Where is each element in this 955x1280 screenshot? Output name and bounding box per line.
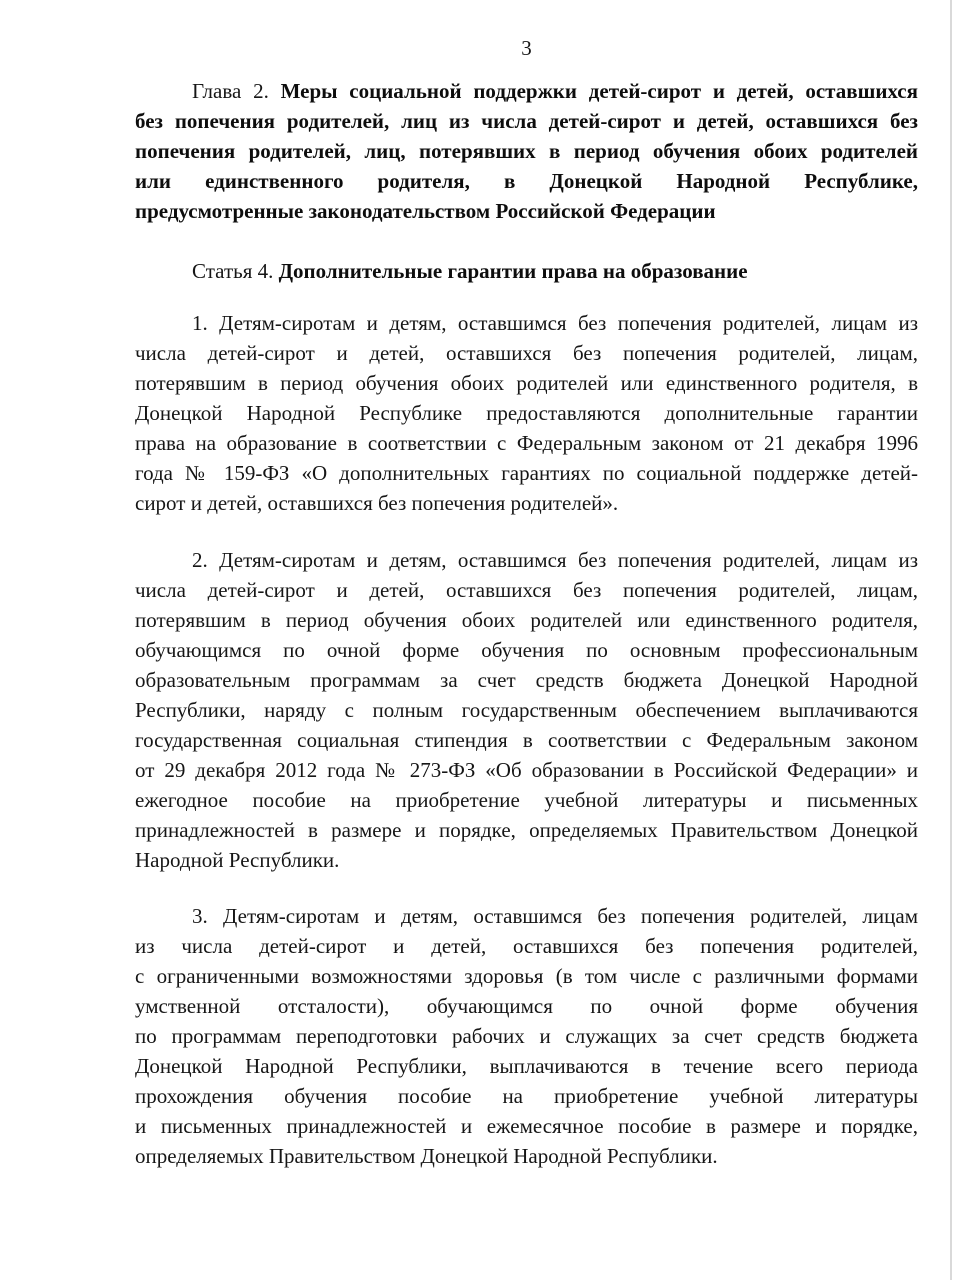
text-line: 3. Детям-сиротам и детям, оставшимся без попечения родителей, лицам (192, 904, 918, 928)
text-line: ежегодное пособие на приобретение учебной литературы и письменных (135, 788, 918, 812)
text-line: образовательным программам за счет средств бюджета Донецкой Народной (135, 668, 918, 692)
text-line: Донецкой Народной Республике предоставляются дополнительные гарантии (135, 401, 918, 425)
text-line: 1. Детям-сиротам и детям, оставшимся без попечения родителей, лицам из (192, 311, 918, 335)
text-line: с ограниченными возможностями здоровья (в том числе с различными формами (135, 964, 918, 988)
text-line: принадлежностей в размере и порядке, определяемых Правительством Донецкой (135, 818, 918, 842)
text-line: потерявшим в период обучения обоих родителей или единственного родителя, (135, 608, 918, 632)
text-line: или единственного родителя, в Донецкой Народной Республике, (135, 169, 918, 193)
article-heading (135, 256, 918, 286)
text-line: из числа детей-сирот и детей, оставшихся без попечения родителей, (135, 934, 918, 958)
text-line: умственной отсталости), обучающимся по очной форме обучения (135, 994, 918, 1018)
line-text: Меры социальной поддержки детей-сирот и детей, оставшихся (280, 79, 918, 103)
paragraph-3 (135, 901, 918, 1171)
text-line: сирот и детей, оставшихся без попечения родителей». (135, 491, 619, 515)
scan-edge-line (950, 0, 952, 1280)
line-text: Дополнительные гарантии права на образование (278, 259, 748, 283)
text-line: и письменных принадлежностей и ежемесячное пособие в размере и порядке, (135, 1114, 918, 1138)
text-line: от 29 декабря 2012 года № 273-ФЗ «Об образовании в Российской Федерации» и (135, 758, 918, 782)
text-line: государственная социальная стипендия в соответствии с Федеральным законом (135, 728, 918, 752)
paragraph-2 (135, 545, 918, 875)
text-line: предусмотренные законодательством Российской Федерации (135, 199, 716, 223)
text-line (135, 76, 918, 106)
text-line: права на образование в соответствии с Федеральным законом от 21 декабря 1996 (135, 431, 918, 455)
text-line: определяемых Правительством Донецкой Народной Республики. (135, 1144, 718, 1168)
paragraph-1 (135, 308, 918, 518)
text-line: без попечения родителей, лиц из числа детей-сирот и детей, оставшихся без (135, 109, 918, 133)
text-line: года № 159-ФЗ «О дополнительных гарантиях по социальной поддержке детей- (135, 461, 918, 485)
text-line: числа детей-сирот и детей, оставшихся без попечения родителей, лицам, (135, 341, 918, 365)
text-line: прохождения обучения пособие на приобретение учебной литературы (135, 1084, 918, 1108)
text-line: числа детей-сирот и детей, оставшихся без попечения родителей, лицам, (135, 578, 918, 602)
text-line (135, 256, 918, 286)
line-prefix: Статья 4. (192, 259, 279, 283)
text-line: попечения родителей, лиц, потерявших в период обучения обоих родителей (135, 139, 918, 163)
text-line: 2. Детям-сиротам и детям, оставшимся без попечения родителей, лицам из (192, 548, 918, 572)
text-line: Народной Республики. (135, 848, 340, 872)
text-line: Республики, наряду с полным государственным обеспечением выплачиваются (135, 698, 918, 722)
page-number: 3 (521, 36, 532, 60)
chapter-heading (135, 76, 918, 226)
text-line: обучающимся по очной форме обучения по основным профессиональным (135, 638, 918, 662)
line-prefix: Глава 2. (192, 79, 281, 103)
text-line: потерявшим в период обучения обоих родителей или единственного родителя, в (135, 371, 918, 395)
text-line: Донецкой Народной Республики, выплачиваются в течение всего периода (135, 1054, 918, 1078)
text-line: по программам переподготовки рабочих и служащих за счет средств бюджета (135, 1024, 918, 1048)
